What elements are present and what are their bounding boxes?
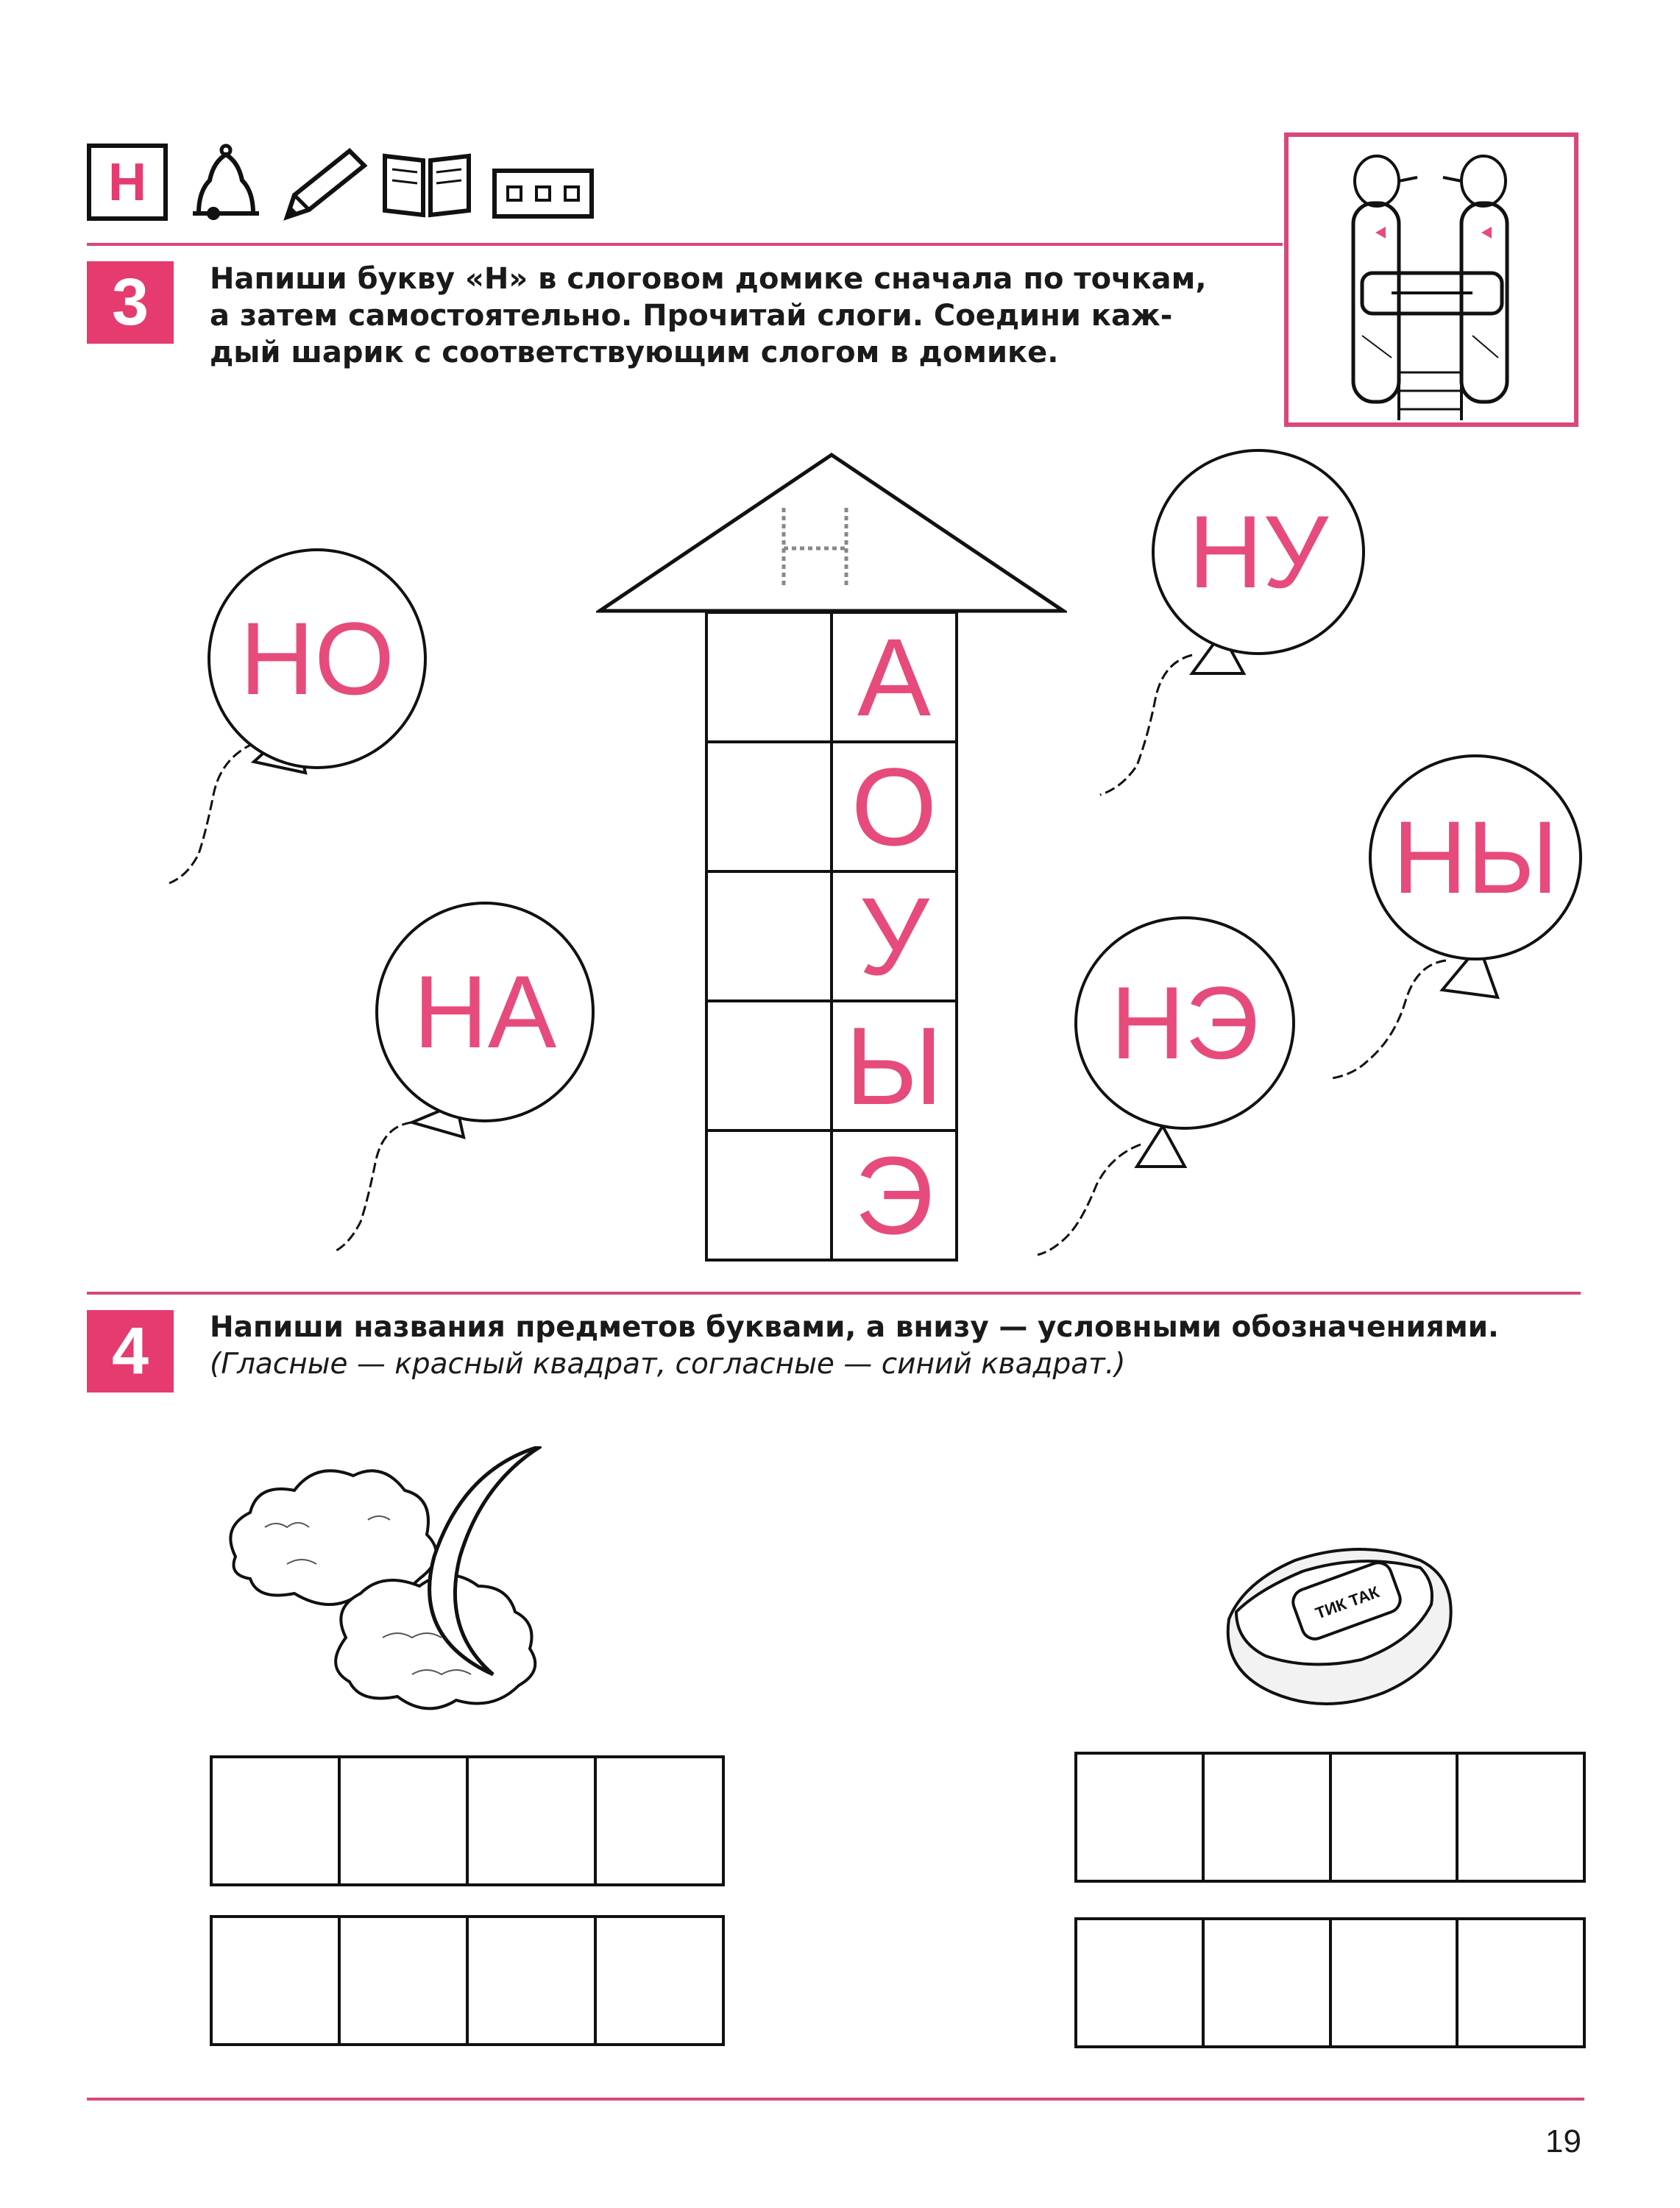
balloon-nu-label: НУ: [1188, 494, 1329, 609]
task-4-number: [87, 1310, 174, 1393]
balloon-ny-label: НЫ: [1392, 799, 1559, 915]
vowel-y: Ы: [845, 1004, 943, 1128]
moon-symbol-grid[interactable]: [210, 1915, 725, 2046]
task-3-line-3: дый шарик с соответствующим слогом в домике.: [210, 336, 1059, 369]
moon-word-cell[interactable]: [597, 1758, 722, 1883]
task-4-divider: [87, 1292, 1581, 1295]
task-4-number-text: 4: [111, 1314, 149, 1388]
balloon-ny[interactable]: [1369, 754, 1582, 960]
soap-word-grid[interactable]: [1074, 1752, 1586, 1883]
soap-symbol-cell[interactable]: [1332, 1920, 1459, 2045]
moon-symbol-cell[interactable]: [213, 1918, 341, 2043]
moon-word-grid[interactable]: [210, 1755, 725, 1886]
balloon-na-label: НА: [413, 954, 557, 1069]
soap-symbol-cell[interactable]: [1205, 1920, 1332, 2045]
page-number: 19: [1545, 2123, 1581, 2159]
moon-cloud-icon: [221, 1446, 662, 1726]
soap-label: ТИК ТАК: [1313, 1582, 1382, 1623]
vowel-o: О: [851, 745, 938, 868]
balloon-ne-label: НЭ: [1110, 965, 1259, 1080]
moon-word-cell[interactable]: [469, 1758, 597, 1883]
moon-symbol-cell[interactable]: [597, 1918, 722, 2043]
soap-icon: [1214, 1538, 1464, 1715]
balloon-no-label: НО: [240, 601, 394, 716]
balloon-knot-ne: [1137, 1126, 1185, 1167]
balloon-na[interactable]: [375, 902, 595, 1122]
moon-word-cell[interactable]: [341, 1758, 469, 1883]
task-3-number-text: 3: [111, 265, 149, 339]
soap-symbol-cell[interactable]: [1459, 1920, 1583, 2045]
vowel-u: У: [859, 874, 929, 998]
task-4-hint: (Гласные — красный квадрат, согласные — синий квадрат.): [210, 1348, 1126, 1381]
task-4-instruction: Напиши названия предметов буквами, а внизу — условными обозначениями.: [210, 1311, 1499, 1344]
moon-symbol-cell[interactable]: [469, 1918, 597, 2043]
vowel-a: А: [857, 615, 932, 739]
balloon-ne[interactable]: [1074, 916, 1295, 1130]
balloon-no[interactable]: [208, 548, 427, 769]
soap-word-cell[interactable]: [1332, 1755, 1459, 1880]
moon-symbol-cell[interactable]: [341, 1918, 469, 2043]
balloon-nu[interactable]: [1152, 449, 1365, 655]
vowel-e: Э: [854, 1133, 934, 1257]
soap-word-cell[interactable]: [1459, 1755, 1583, 1880]
letter-badge-text: Н: [108, 152, 146, 212]
soap-symbol-grid[interactable]: [1074, 1917, 1586, 2048]
soap-symbol-cell[interactable]: [1077, 1920, 1205, 2045]
moon-word-cell[interactable]: [213, 1758, 341, 1883]
soap-word-cell[interactable]: [1205, 1755, 1332, 1880]
task-3-line-1: Напиши букву «Н» в слоговом домике сначала по точкам,: [210, 262, 1207, 296]
soap-word-cell[interactable]: [1077, 1755, 1205, 1880]
task-3-line-2: а затем самостоятельно. Прочитай слоги. Соедини каж-: [210, 299, 1173, 333]
footer-divider: [87, 2098, 1584, 2101]
